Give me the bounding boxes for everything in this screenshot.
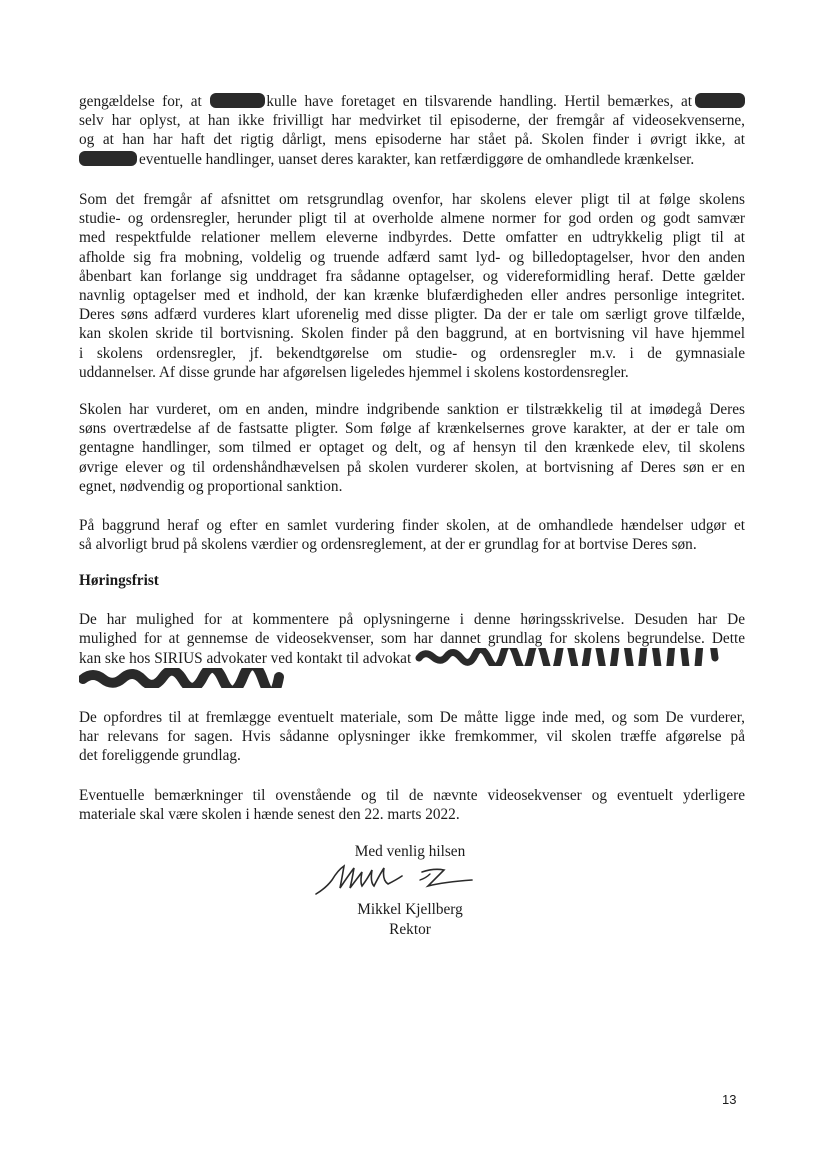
text-line: navnlig optagelser med et indhold, der kan krænke blufærdigheden eller andres personlige integritet.	[79, 286, 745, 304]
text-line: studie- og ordensregler, herunder pligt til at overholde almene normer for god orden og godt samvær	[79, 210, 745, 228]
text-line: De opfordres til at fremlægge eventuelt materiale, som De måtte ligge inde med, og som De vurderer,	[79, 709, 745, 726]
redaction-line	[79, 668, 745, 687]
text-line: eventuelle handlinger, uanset deres karakter, kan retfærdiggøre de omhandlede krænkelser.	[79, 150, 745, 169]
signer-title: Rektor	[389, 920, 431, 938]
paragraph-submit-material	[79, 708, 745, 766]
redaction-block	[79, 151, 137, 166]
text-line: øvrige elever og til ordenshåndhævelsen på skolen vurderer skolen, at bortvisning af Deres søn er en	[79, 458, 745, 476]
text-line: har relevans for sagen. Hvis sådanne oplysninger ikke fremkommer, vil skolen træffe afgørelse på	[79, 728, 745, 746]
paragraph-conclusion	[79, 516, 745, 554]
text-line: det foreliggende grundlag.	[79, 747, 241, 765]
text-line: materiale skal være skolen i hænde senest den 22. marts 2022.	[79, 806, 460, 824]
text-line: Som det fremgår af afsnittet om retsgrundlag ovenfor, har skolens elever pligt til at følge skolens	[79, 191, 745, 208]
text-line: kan ske hos SIRIUS advokater ved kontakt til advokat	[79, 648, 745, 667]
text-line: Eventuelle bemærkninger til ovenstående og til de nævnte videosekvenser og eventuelt yderligere	[79, 787, 745, 804]
text-line: De har mulighed for at kommentere på oplysningerne i denne høringsskrivelse. Desuden har De	[79, 611, 745, 628]
paragraph-hearing-deadline	[79, 610, 745, 687]
text-line: uddannelser. Af disse grunde har afgørelsen ligeledes hjemmel i skolens kostordensregler.	[79, 363, 629, 381]
text-line: i skolens ordensregler, jf. bekendtgørelse om studie- og ordensregler m.v. i de gymnasiale	[79, 344, 745, 362]
closing-text: Med venlig hilsen	[354, 843, 466, 860]
signer-name: Mikkel Kjellberg	[357, 901, 463, 918]
page-number: 13	[722, 1092, 737, 1107]
text-line: afholde sig fra mobning, voldelig og truende adfærd samt lyd- og billedoptagelser, hvor den anden	[79, 248, 745, 266]
text-line: På baggrund heraf og efter en samlet vurdering finder skolen, at de omhandlede hændelser udgør et	[79, 517, 745, 534]
paragraph-legal-basis	[79, 190, 745, 382]
text-line: åbenbart kan forlange sig unddraget fra sådanne optagelser, og videreformidling heraf. Dette gælder	[79, 267, 745, 285]
text-line: gengældelse for, at kulle have foretaget en tilsvarende handling. Hertil bemærkes, at	[79, 92, 745, 111]
handwritten-signature	[312, 858, 482, 898]
text-line: Deres søns adfærd vurderes klart uforenelig med disse pligter. Da der er tale om særligt grove tilfælde,	[79, 306, 745, 324]
redaction-block	[210, 93, 265, 108]
redaction-block	[695, 93, 745, 108]
text-line: søns overtrædelse af de fastsatte pligter. Som følge af krænkelsernes grove karakter, at der er tale om	[79, 420, 745, 438]
section-heading: Høringsfrist	[79, 572, 159, 589]
text-line: kan skolen skride til bortvisning. Skolen finder på den baggrund, at en bortvisning vil have hjemmel	[79, 325, 745, 343]
text-line: egnet, nødvendig og proportional sanktion.	[79, 477, 343, 495]
paragraph-comments-deadline	[79, 786, 745, 824]
paragraph-retaliation	[79, 92, 745, 169]
text-line: Skolen har vurderet, om en anden, mindre indgribende sanktion er tilstrækkelig til at imødegå Deres	[79, 401, 745, 418]
text-line: og at han har haft det rigtig dårligt, mens episoderne har stået på. Skolen finder i øvrigt ikke, at	[79, 131, 745, 149]
redaction-scribble	[415, 648, 721, 666]
text-line: mulighed for at gennemse de videosekvenser, som har dannet grundlag for skolens begrundelse. Dette	[79, 630, 745, 648]
text-line: med respektfulde relationer mellem eleverne indbyrdes. Dette omfatter en udtrykkelig pligt til at	[79, 229, 745, 247]
redaction-scribble	[79, 668, 285, 688]
signer-block	[300, 900, 520, 939]
text-line: selv har oplyst, at han ikke frivilligt har medvirket til episoderne, der fremgår af videosekvenserne,	[79, 112, 745, 130]
text-line: gentagne handlinger, som tilmed er optaget og delt, og af hensyn til den krænkede elev, til skolens	[79, 439, 745, 457]
text-line: så alvorligt brud på skolens værdier og ordensreglement, at der er grundlag for at bortvise Deres søn.	[79, 536, 697, 554]
paragraph-sanction-assessment	[79, 400, 745, 496]
